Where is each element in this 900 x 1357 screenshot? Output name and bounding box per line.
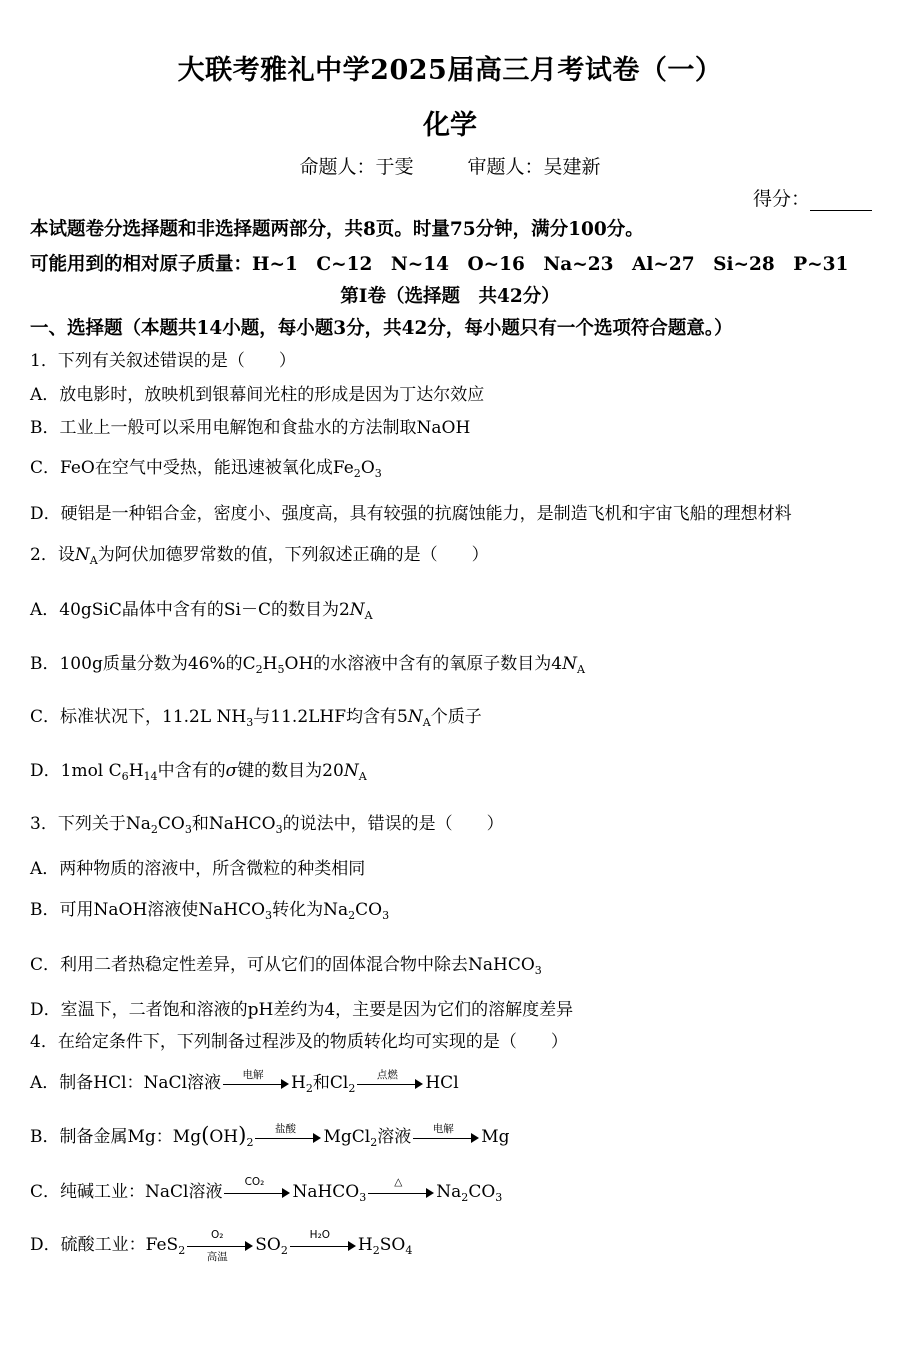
- part-title: 一、选择题（本题共14小题，每小题3分，共42分，每小题只有一个选项符合题意。）: [30, 318, 733, 339]
- q4-d-text: D．硫酸工业：FeS: [30, 1235, 179, 1255]
- q3-b-text2: 转化为Na: [272, 900, 349, 920]
- q3-stem-text: 3．下列关于Na: [30, 814, 151, 834]
- reaction-arrow: [368, 1175, 434, 1204]
- q2-b-sub2: 5: [277, 662, 285, 676]
- avogadro-symbol: N: [407, 707, 423, 727]
- q3-b-sub: 3: [265, 908, 273, 922]
- q4-d-sub3: 2: [372, 1243, 380, 1257]
- q4-a-sub2: 2: [348, 1081, 356, 1095]
- q2-option-c: [30, 702, 482, 727]
- avogadro-symbol: N: [343, 761, 359, 781]
- q2-d-sub: 6: [121, 769, 129, 783]
- q4-d-text4: SO: [379, 1235, 406, 1255]
- q3-stem-text4: 的说法中，错误的是（ ）: [282, 814, 504, 834]
- arrow-condition: CO₂: [244, 1175, 265, 1188]
- arrow-condition: 点燃: [376, 1068, 398, 1081]
- q2-b-text2: H: [262, 654, 278, 674]
- q2-stem: [30, 540, 489, 565]
- q1-c-text: C．FeO在空气中受热，能迅速被氧化成Fe: [30, 458, 354, 478]
- q3-c-sub: 3: [534, 963, 542, 977]
- q4-b-sub2: 2: [370, 1135, 378, 1149]
- q2-option-d: [30, 756, 367, 781]
- q3-sub3: 3: [275, 822, 283, 836]
- q2-stem-text: 2．设: [30, 545, 75, 565]
- q4-c-text4: CO: [468, 1182, 496, 1202]
- score-label: 得分：: [752, 188, 810, 210]
- q3-option-c: [30, 950, 542, 975]
- q2-c-text2: 与11.2LHF均含有5: [253, 707, 408, 727]
- q3-c-text: C．利用二者热稳定性差异，可从它们的固体混合物中除去NaHCO: [30, 955, 535, 975]
- q2-d-sub2: 14: [143, 769, 158, 783]
- q4-a-text2: H: [291, 1073, 306, 1093]
- q4-c-text2: NaHCO: [292, 1182, 360, 1202]
- arrow-condition: 电解: [432, 1122, 454, 1135]
- q1-stem: 1．下列有关叙述错误的是（ ）: [30, 351, 296, 371]
- q2-stem-text2: 为阿伏加德罗常数的值，下列叙述正确的是（ ）: [97, 545, 489, 565]
- q4-c-sub3: 3: [495, 1190, 503, 1204]
- q4-b-text4: Mg: [481, 1127, 510, 1147]
- q1-option-b: B．工业上一般可以采用电解饱和食盐水的方法制取NaOH: [30, 418, 471, 438]
- q4-option-a: [30, 1068, 459, 1095]
- q3-b-text3: CO: [355, 900, 383, 920]
- q4-a-text3: 和Cl: [312, 1073, 349, 1093]
- avogadro-sub: A: [422, 715, 431, 729]
- instructions-line-1: 本试题卷分选择题和非选择题两部分，共8页。时量75分钟，满分100分。: [30, 219, 644, 240]
- q3-sub2: 3: [184, 822, 192, 836]
- q4-c-text3: Na: [436, 1182, 462, 1202]
- q2-a-text: A．40gSiC晶体中含有的Si－C的数目为2: [30, 600, 350, 620]
- q3-option-a: A．两种物质的溶液中，所含微粒的种类相同: [30, 859, 366, 879]
- q2-d-text4: 键的数目为20: [237, 761, 344, 781]
- volume-title: 第Ⅰ卷（选择题 共42分）: [340, 286, 560, 307]
- q3-stem-text2: CO: [157, 814, 185, 834]
- q4-option-d: [30, 1228, 413, 1263]
- q2-c-text3: 个质子: [430, 707, 482, 727]
- avogadro-symbol: N: [349, 600, 365, 620]
- arrow-condition: O₂: [210, 1228, 224, 1241]
- avogadro-symbol: N: [562, 654, 577, 674]
- q4-b-sub: 2: [246, 1135, 254, 1149]
- reaction-arrow: [357, 1068, 423, 1095]
- q3-b-sub3: 3: [382, 908, 390, 922]
- q4-b-text2: MgCl: [323, 1127, 371, 1147]
- q2-c-sub: 3: [246, 715, 254, 729]
- avogadro-symbol: N: [74, 545, 90, 565]
- q4-a-text: A．制备HCl：NaCl溶液: [30, 1073, 222, 1093]
- q2-b-sub: 2: [255, 662, 263, 676]
- q4-a-sub: 2: [305, 1081, 313, 1095]
- q4-b-text3: 溶液: [377, 1127, 412, 1147]
- arrow-condition: 电解: [242, 1068, 264, 1081]
- avogadro-sub: A: [364, 608, 373, 622]
- q4-b-oh: OH: [209, 1127, 239, 1147]
- exam-title: 大联考雅礼中学2025届高三月考试卷（一）: [177, 55, 723, 86]
- avogadro-sub: A: [358, 769, 367, 783]
- q3-b-text: B．可用NaOH溶液使NaHCO: [30, 900, 266, 920]
- q3-option-d: D．室温下，二者饱和溶液的pH差约为4，主要是因为它们的溶解度差异: [30, 1000, 574, 1020]
- q1-c-sub2: 3: [374, 466, 382, 480]
- q3-option-b: [30, 895, 389, 920]
- q4-option-c: [30, 1177, 502, 1204]
- q1-option-c: [30, 453, 382, 478]
- q1-c-sub: 2: [353, 466, 361, 480]
- q4-d-sub4: 4: [405, 1243, 413, 1257]
- arrow-condition: △: [394, 1175, 403, 1188]
- reaction-arrow: [223, 1068, 289, 1095]
- q2-c-text: C．标准状况下，11.2L NH: [30, 707, 247, 727]
- author-line: [0, 152, 900, 179]
- q1-c-text2: O: [360, 458, 375, 478]
- q4-c-sub: 3: [359, 1190, 367, 1204]
- score-field: [753, 184, 872, 211]
- q3-sub: 2: [150, 822, 158, 836]
- reaction-arrow: [224, 1175, 290, 1204]
- q4-c-text: C．纯碱工业：NaCl溶液: [30, 1182, 223, 1202]
- reaction-arrow: [413, 1122, 479, 1149]
- subject-title: 化学: [423, 110, 477, 141]
- q2-d-text2: H: [128, 761, 144, 781]
- q4-d-text3: H: [357, 1235, 373, 1255]
- q2-option-b: [30, 649, 585, 674]
- q3-b-sub2: 2: [348, 908, 356, 922]
- q4-d-text2: SO: [255, 1235, 281, 1255]
- avogadro-sub: A: [576, 662, 585, 676]
- reaction-arrow: [290, 1228, 356, 1257]
- q2-d-text: D．1mol C: [30, 761, 122, 781]
- avogadro-sub: A: [89, 553, 98, 567]
- q4-d-sub2: 2: [280, 1243, 288, 1257]
- sigma-symbol: σ: [225, 761, 238, 781]
- q2-b-text3: OH的水溶液中含有的氧原子数目为4: [284, 654, 563, 674]
- q2-b-text: B．100g质量分数为46%的C: [30, 654, 256, 674]
- q4-stem: 4．在给定条件下，下列制备过程涉及的物质转化均可实现的是（ ）: [30, 1032, 568, 1052]
- q4-b-text: B．制备金属Mg：Mg: [30, 1127, 202, 1147]
- arrow-condition: H₂O: [309, 1228, 331, 1241]
- reaction-arrow: [255, 1122, 321, 1149]
- q3-stem-text3: 和NaHCO: [191, 814, 276, 834]
- reaction-arrow: [187, 1228, 253, 1263]
- arrow-condition: 盐酸: [274, 1122, 296, 1135]
- arrow-condition-under: 高温: [206, 1250, 228, 1263]
- q1-option-d: D．硬铝是一种铝合金，密度小、强度高，具有较强的抗腐蚀能力，是制造飞机和宇宙飞船的理想材料: [30, 504, 792, 524]
- q4-option-b: B．制备金属Mg：$Mg(OH)_2$ 盐酸 MgCl$_2$溶液 电解 Mg: [30, 1122, 510, 1149]
- q2-option-a: [30, 595, 373, 620]
- q1-option-a: A．放电影时，放映机到银幕间光柱的形成是因为丁达尔效应: [30, 385, 485, 405]
- author: 命题人：于雯: [299, 156, 414, 178]
- atomic-mass-line: 可能用到的相对原子质量：H~1 C~12 N~14 O~16 Na~23 Al~27 Si~28 P~31: [30, 254, 849, 275]
- q4-d-sub: 2: [178, 1243, 186, 1257]
- q2-d-text3: 中含有的: [157, 761, 226, 781]
- score-blank[interactable]: [810, 192, 872, 211]
- q4-c-sub2: 2: [461, 1190, 469, 1204]
- q3-stem: [30, 809, 504, 834]
- reviewer: 审题人：吴建新: [467, 156, 601, 178]
- q4-a-text4: HCl: [425, 1073, 459, 1093]
